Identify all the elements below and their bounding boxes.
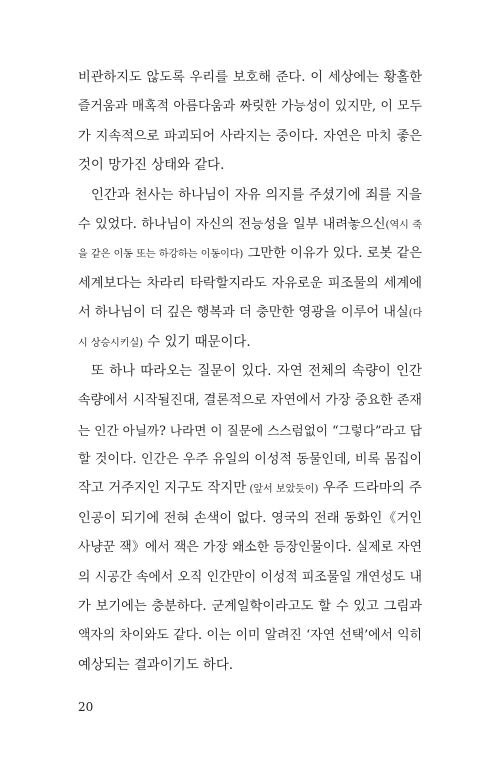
text-line: 시 상승시키실) 수 있기 때문이다.: [78, 334, 251, 350]
text-line: 할 것이다. 인간은 우주 유일의 이성적 동물인데, 비록 몸집이: [78, 452, 422, 468]
text-line: 의 시공간 속에서 오직 인간만이 이성적 피조물일 개연성도 내: [78, 569, 422, 585]
text-line: 또 하나 따라오는 질문이 있다. 자연 전체의 속량이 인간: [91, 363, 422, 379]
inline-note: 을 같은 이동 또는 하강하는 이동이다): [78, 249, 244, 261]
text-line: 수 있었다. 하나님이 자신의 전능성을 일부 내려놓으신(역시 죽: [78, 216, 422, 232]
text-line: 가 지속적으로 파괴되어 사라지는 중이다. 자연은 마치 좋은: [78, 128, 422, 144]
inline-note: (앞서 보았듯이): [246, 484, 319, 496]
text-line: 것이 망가진 상태와 같다.: [78, 158, 225, 174]
text-line: 가 보기에는 충분하다. 군계일학이라고도 할 수 있고 그림과: [78, 599, 422, 615]
page-number: 20: [78, 700, 94, 714]
text-line: 사냥꾼 잭》에서 잭은 가장 왜소한 등장인물이다. 실제로 자연: [78, 540, 422, 556]
text-line: 는 인간 아닐까? 나라면 이 질문에 스스럼없이 “그렇다”라고 답: [78, 422, 422, 438]
text-line: 액자의 차이와도 같다. 이는 이미 알려진 ‘자연 선택’에서 익히: [78, 628, 422, 644]
text-line: 세계보다는 차라리 타락할지라도 자유로운 피조물의 세계에: [78, 275, 422, 291]
inline-note: 시 상승시키실): [78, 337, 144, 349]
text-line: 인공이 되기에 전혀 손색이 없다. 영국의 전래 동화인《거인: [78, 510, 422, 526]
text-line: 서 하나님이 더 깊은 행복과 더 충만한 영광을 이루어 내실(다: [78, 305, 422, 321]
text-line: 비관하지도 않도록 우리를 보호해 준다. 이 세상에는 황홀한: [78, 70, 422, 85]
text-line: 을 같은 이동 또는 하강하는 이동이다) 그만한 이유가 있다. 로봇 같은: [78, 246, 422, 262]
text-line: 속량에서 시작될진대, 결론적으로 자연에서 가장 중요한 존재: [78, 393, 422, 409]
text-line: 작고 거주지인 지구도 작지만 (앞서 보았듯이) 우주 드라마의 주: [78, 481, 422, 497]
body-text: [78, 63, 422, 680]
text-line: 즐거움과 매혹적 아름다움과 짜릿한 가능성이 있지만, 이 모두: [78, 99, 422, 115]
inline-note: (다: [408, 308, 422, 320]
inline-note: (역시 죽: [385, 219, 422, 231]
text-line: 예상되는 결과이기도 하다.: [78, 657, 234, 673]
text-line: 인간과 천사는 하나님이 자유 의지를 주셨기에 죄를 지을: [91, 187, 422, 203]
